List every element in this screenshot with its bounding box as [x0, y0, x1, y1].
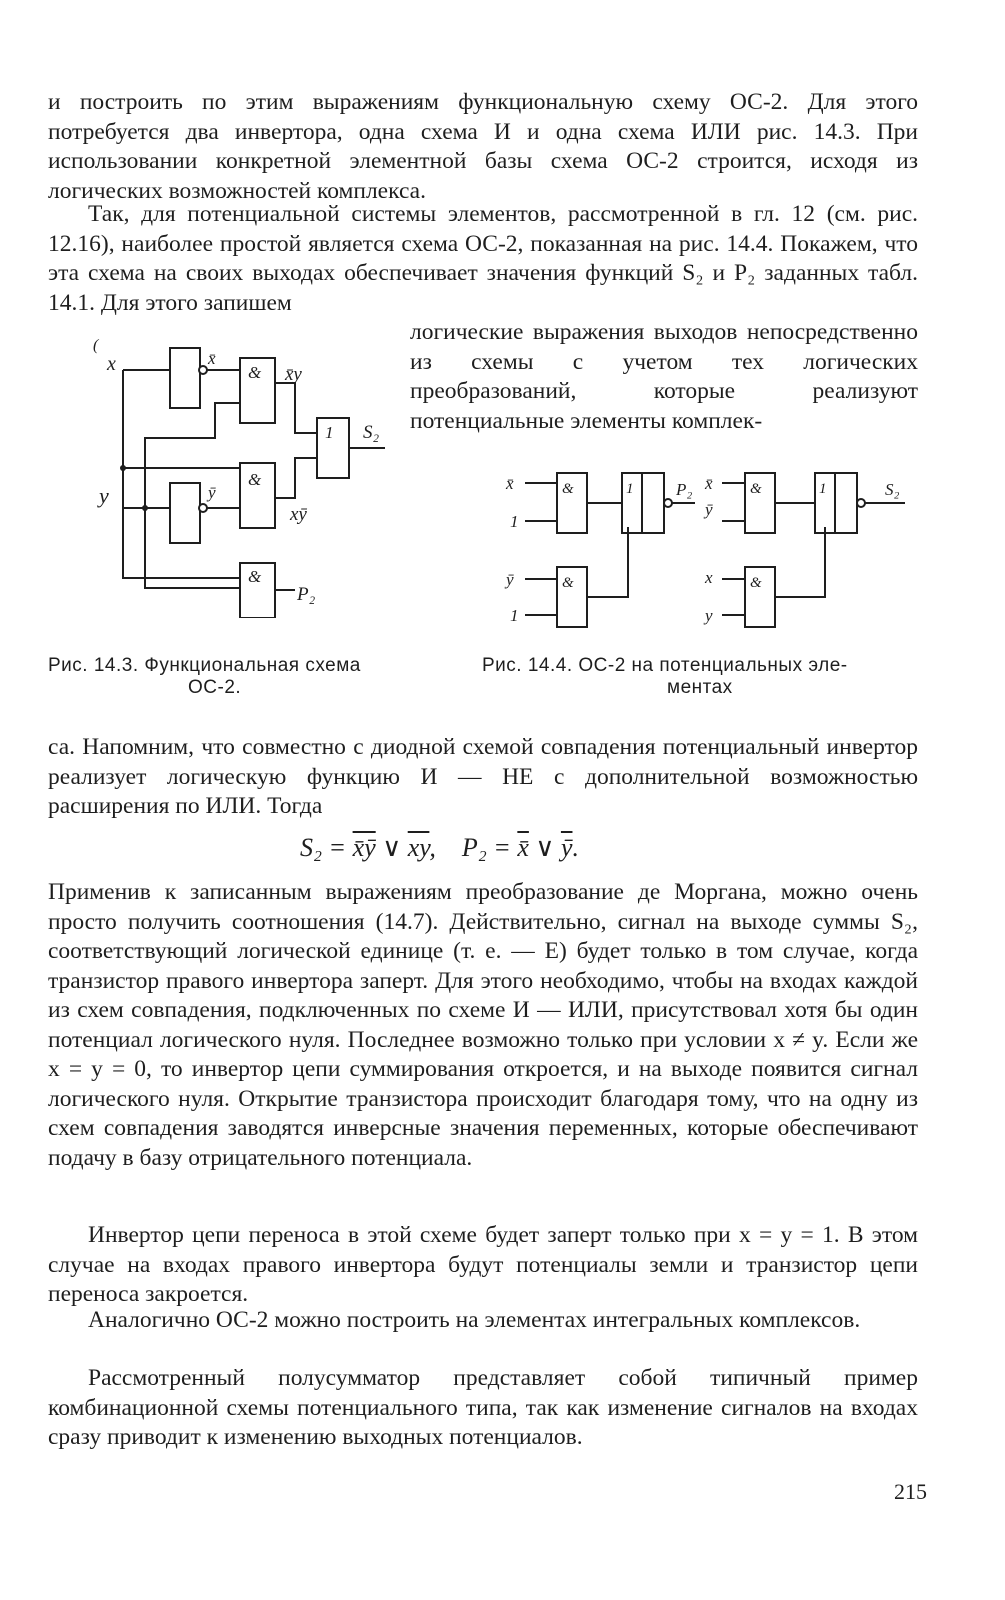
fig144-right-inputs	[722, 483, 745, 615]
fig144-one-2: 1	[510, 606, 519, 625]
paragraph-2-wrap: логические выражения выходов непосредственно из схемы с учетом тех логических преобразований, которые реализуют потенциальные элементы комплек-	[410, 319, 918, 434]
formula-s2-or: ∨	[375, 833, 408, 862]
fig144-y: y	[705, 606, 713, 625]
formula-end: .	[572, 833, 579, 862]
paragraph-4: Применив к записанным выражениям преобразование де Моргана, можно очень просто получить соотношения (14.7). Действительно, сигнал на выходе суммы S₂, соответствующий логической единице (т. е. — E) будет только в том случае, когда транзистор правого инвертора заперт. Для этого необходимо, чтобы на входах каждой из схем совпадения, подключенных по схеме И — ИЛИ, присутствовал хотя бы один потенциал логического нуля. Последнее возможно только при условии x ≠ y. Если же x = y = 0, то инвертор цепи суммирования откроется, и на выходе появится сигнал логического нуля. Открытие транзистора происходит благодаря тому, что на одну из схем совпадения заводятся инверсные значения переменных, которые обеспечивают подачу в базу отрицательного потенциала.	[48, 879, 918, 1171]
figure-14-4-caption	[482, 655, 922, 699]
inverter-x	[170, 348, 200, 408]
caption-14-4-line2: ментах	[667, 677, 733, 698]
fig144-one-1: 1	[510, 512, 519, 531]
paragraph-3: са. Напомним, что совместно с диодной схемой совпадения потенциальный инвертор реализует логическую функцию И — НЕ с дополнительной возможностью расширения по ИЛИ. Тогда	[48, 734, 918, 819]
corner-mark: (	[93, 338, 99, 354]
fig144-ybar-2: ȳ	[705, 500, 713, 519]
caption-14-3-line2: ОС-2.	[188, 677, 242, 698]
caption-14-4-line1: Рис. 14.4. ОС-2 на потенциальных эле-	[482, 655, 848, 676]
fig144-left-inputs	[525, 483, 557, 615]
x-ybar-label: xȳ	[290, 504, 307, 525]
fig144-inverter-1-bubble	[664, 499, 672, 507]
fig144-s2-label: S₂	[885, 480, 900, 499]
figure-14-3-caption	[48, 655, 448, 699]
formula-p2-or: ∨	[528, 833, 561, 862]
paragraph-6: Аналогично ОС-2 можно построить на элементах интегральных комплексов.	[88, 1307, 861, 1333]
and-gate-3-symbol: &	[248, 567, 262, 586]
figure-14-4-diagram	[500, 465, 920, 645]
formula-p2-term2: $\overline{ȳ}$	[560, 833, 573, 862]
and-gate-1-symbol: &	[248, 363, 262, 382]
fig144-and-2-symbol: &	[562, 575, 574, 591]
wire-and1-out	[275, 383, 317, 433]
or-gate-symbol: 1	[325, 423, 334, 442]
formula-s2-term2: $\overline{xy}$	[407, 833, 430, 862]
formula-s2-term1: x̄ȳ	[352, 833, 376, 862]
paragraph-5: Инвертор цепи переноса в этой схеме будет заперт только при x = y = 1. В этом случае на входах правого инвертора будут потенциалы земли и транзистор цепи переноса закроется.	[48, 1222, 918, 1307]
fig144-ybar-1: ȳ	[506, 570, 514, 589]
fig144-inverter-2-bubble	[857, 499, 865, 507]
wire-y-to-and1	[145, 403, 240, 508]
xbar-y-label: x̄y	[285, 364, 302, 385]
fig144-xbar-2: x̄	[705, 474, 713, 493]
formula-p2-lhs: P₂ =	[461, 833, 511, 862]
ybar-label: ȳ	[208, 483, 216, 502]
input-x-label: x	[107, 353, 116, 375]
fig144-right-and-outs	[775, 503, 825, 597]
input-y-label: y	[99, 483, 109, 508]
caption-14-3-line1: Рис. 14.3. Функциональная схема	[48, 655, 361, 676]
inverter-x-bubble	[199, 366, 207, 374]
paragraph-7: Рассмотренный полусумматор представляет собой типичный пример комбинационной схемы потенциального типа, так как изменение сигналов на входах сразу приводит к изменению выходных потенциалов.	[48, 1365, 918, 1450]
wire-x-vertical	[123, 370, 240, 578]
inverter-y-bubble	[199, 504, 207, 512]
formula-p2-term1: x̄	[517, 833, 529, 862]
fig144-and-4-symbol: &	[750, 575, 762, 591]
paragraph-2: Так, для потенциальной системы элементов, рассмотренной в гл. 12 (см. рис. 12.16), наиболее простой является схема ОС-2, показанная на рис. 14.4. Покажем, что эта схема на своих выходах обеспечивает значения функций S₂ и P₂ заданных табл. 14.1. Для этого запишем	[48, 201, 918, 316]
wire-y-to-and3	[145, 508, 240, 588]
s2-output-label: S₂	[363, 422, 380, 443]
page-number: 215	[894, 1479, 927, 1504]
fig144-xbar-1: x̄	[506, 474, 514, 493]
formula-separator: ,	[429, 833, 456, 862]
junction-y	[142, 505, 148, 511]
fig144-inverter-1-symbol: 1	[626, 481, 634, 497]
p2-output-label: P₂	[297, 584, 316, 605]
xbar-label: x̄	[208, 349, 216, 368]
formula-s2-p2	[300, 833, 579, 863]
wire-and2-out	[275, 458, 317, 498]
formula-s2-lhs: S₂ =	[300, 833, 347, 862]
inverter-y	[170, 483, 200, 543]
figure-14-3-diagram	[85, 338, 405, 618]
paragraph-1: и построить по этим выражениям функциональную схему ОС-2. Для этого потребуется два инвертора, одна схема И и одна схема ИЛИ рис. 14.3. При использовании конкретной элементной базы схема ОС-2 строится, исходя из логических возможностей комплекса.	[48, 89, 918, 204]
fig144-inverter-2-symbol: 1	[819, 481, 827, 497]
fig144-and-1-symbol: &	[562, 481, 574, 497]
fig144-p2-label: P₂	[676, 480, 693, 499]
fig144-x: x	[705, 568, 713, 587]
and-gate-2-symbol: &	[248, 470, 262, 489]
fig144-and-3-symbol: &	[750, 481, 762, 497]
